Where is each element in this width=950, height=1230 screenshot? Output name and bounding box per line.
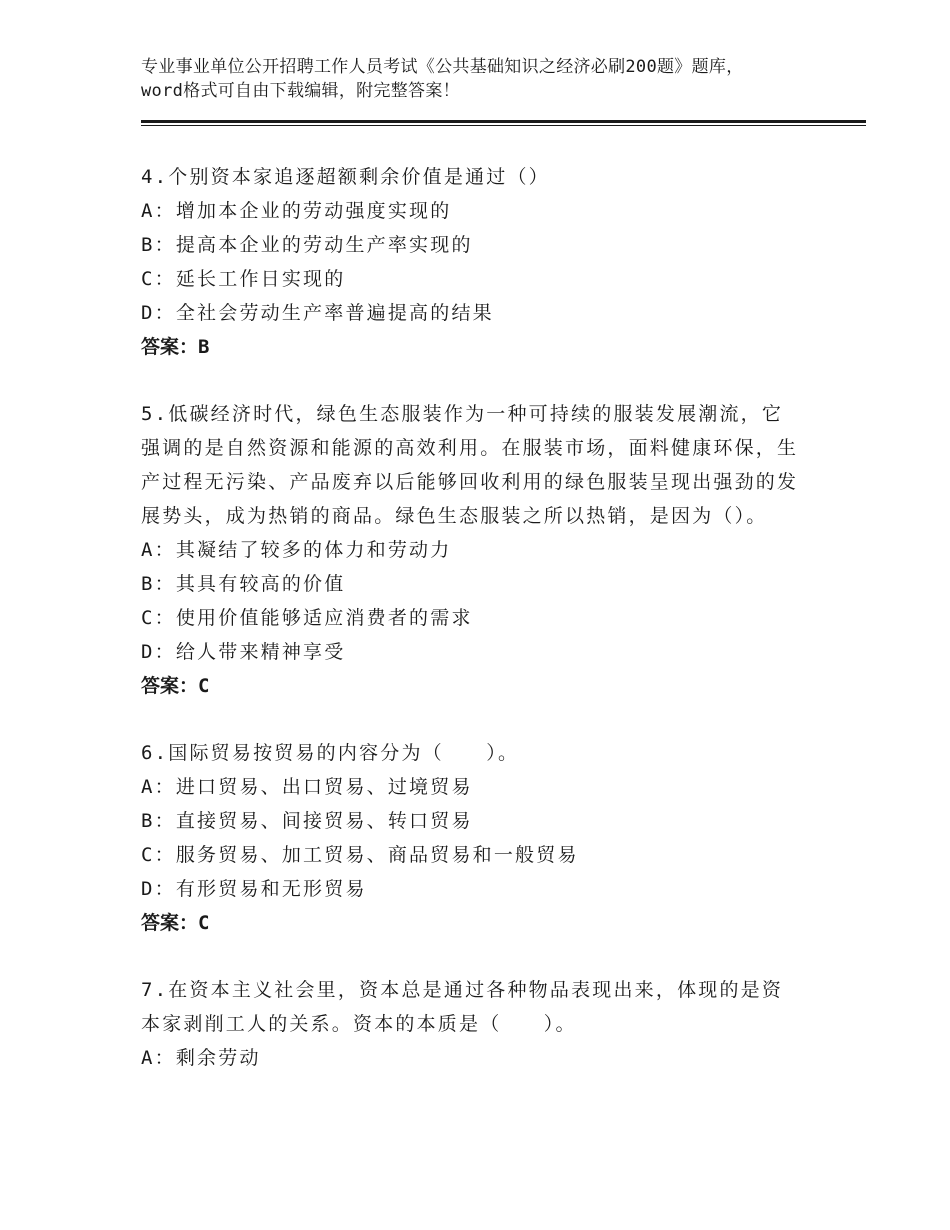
option-a: A：增加本企业的劳动强度实现的: [141, 200, 452, 222]
question-7: [141, 973, 801, 1075]
option-d: D：给人带来精神享受: [141, 641, 346, 663]
option-d: D：有形贸易和无形贸易: [141, 878, 367, 900]
question-4: [141, 160, 801, 364]
option-c: C：使用价值能够适应消费者的需求: [141, 607, 473, 629]
question-5: [141, 397, 801, 703]
question-list: [141, 160, 801, 1108]
answer-line: [141, 906, 801, 940]
question-stem: 4.个别资本家追逐超额剩余价值是通过（）: [141, 166, 550, 188]
question-stem: 7.在资本主义社会里，资本总是通过各种物品表现出来，体现的是资本家剥削工人的关系。资本的本质是（ ）。: [141, 979, 784, 1035]
option-a: A：其凝结了较多的体力和劳动力: [141, 539, 452, 561]
answer-value: B: [198, 336, 210, 358]
answer-value: C: [198, 675, 210, 697]
option-c: C：延长工作日实现的: [141, 268, 346, 290]
answer-label: 答案：: [141, 336, 199, 358]
answer-line: [141, 669, 801, 703]
answer-value: C: [198, 912, 210, 934]
question-6: [141, 736, 801, 940]
option-c: C：服务贸易、加工贸易、商品贸易和一般贸易: [141, 844, 579, 866]
question-stem: 6.国际贸易按贸易的内容分为（ ）。: [141, 742, 520, 764]
answer-line: [141, 330, 801, 364]
option-a: A：进口贸易、出口贸易、过境贸易: [141, 776, 473, 798]
answer-label: 答案：: [141, 675, 199, 697]
option-b: B：提高本企业的劳动生产率实现的: [141, 234, 473, 256]
question-stem: 5.低碳经济时代，绿色生态服装作为一种可持续的服装发展潮流，它强调的是自然资源和能源的高效利用。在服装市场，面料健康环保，生产过程无污染、产品废弃以后能够回收利用的绿色服装呈现出强劲的发展势头，成为热销的商品。绿色生态服装之所以热销，是因为（）。: [141, 403, 799, 527]
document-header: [141, 55, 781, 103]
option-b: B：直接贸易、间接贸易、转口贸易: [141, 810, 473, 832]
answer-label: 答案：: [141, 912, 199, 934]
option-d: D：全社会劳动生产率普遍提高的结果: [141, 302, 494, 324]
header-title: 专业事业单位公开招聘工作人员考试《公共基础知识之经济必刷200题》题库，word格式可自由下载编辑，附完整答案！: [141, 57, 744, 101]
header-rule-thin: [141, 125, 866, 126]
option-b: B：其具有较高的价值: [141, 573, 346, 595]
header-rule-thick: [141, 120, 866, 123]
option-a: A：剩余劳动: [141, 1047, 261, 1069]
